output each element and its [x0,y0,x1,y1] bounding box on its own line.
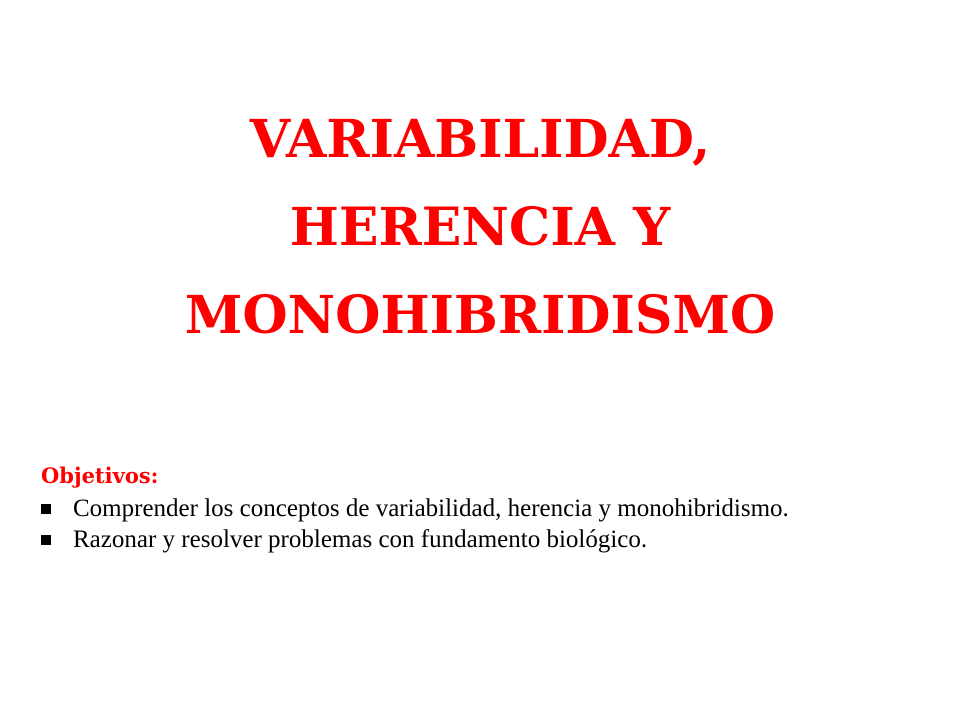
title-line-3: MONOHIBRIDISMO [184,285,776,346]
title-line-2: HERENCIA Y [289,197,671,258]
objectives-heading: Objetivos: [41,463,159,488]
square-bullet-icon [41,535,51,545]
objective-item [41,524,923,555]
objectives-list [41,493,923,555]
title-line-1: VARIABILIDAD, [249,109,711,170]
objective-item [41,493,923,524]
objectives-section [41,461,923,555]
objective-text: Comprender los conceptos de variabilidad, herencia y monohibridismo. [73,495,789,522]
square-bullet-icon [41,504,51,514]
objective-text: Razonar y resolver problemas con fundamento biológico. [73,526,648,553]
slide-title [30,96,930,360]
